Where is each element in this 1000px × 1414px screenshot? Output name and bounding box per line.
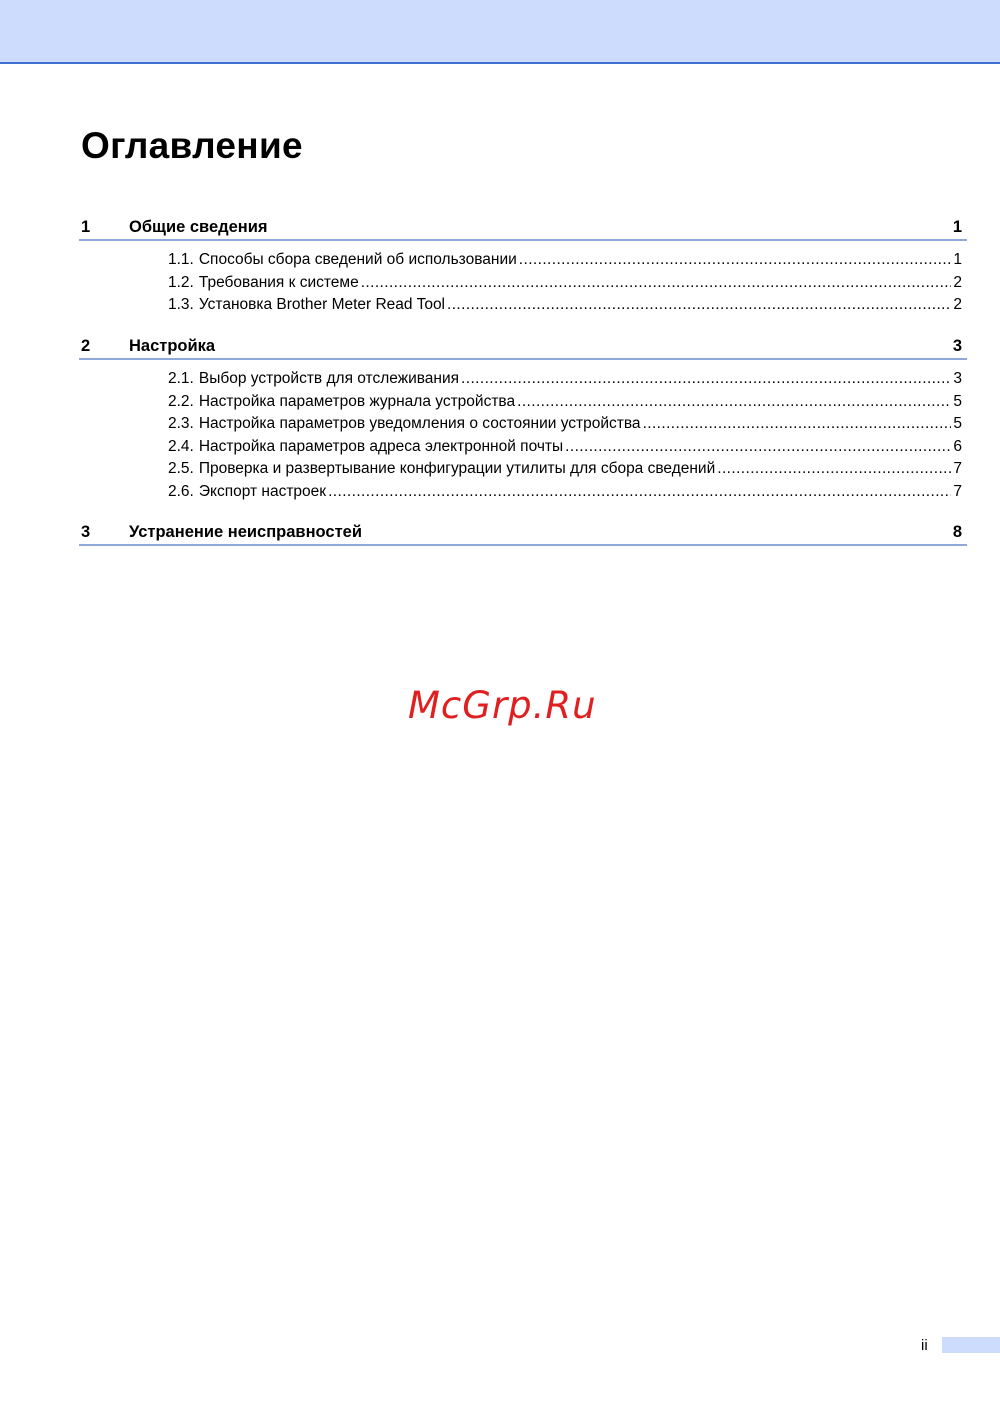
dot-leader (565, 436, 951, 459)
chapter-number: 2 (81, 337, 91, 355)
entry-number: 2.4. (168, 437, 194, 455)
entry-title[interactable]: Настройка параметров адреса электронной почты (198, 437, 564, 455)
dot-leader (328, 481, 951, 504)
footer-page-number: ii (921, 1337, 928, 1354)
chapter-title[interactable]: Настройка (129, 337, 216, 355)
entry-number: 2.1. (168, 370, 194, 387)
chapter-title[interactable]: Общие сведения (129, 218, 268, 236)
entry-page-number: 5 (953, 415, 962, 433)
chapter-heading[interactable] (79, 520, 967, 546)
entry-page-number: 3 (953, 370, 962, 387)
dot-leader (643, 413, 952, 436)
dot-leader (361, 272, 952, 295)
dot-leader (517, 391, 951, 414)
entry-page-number: 5 (953, 392, 962, 410)
footer-tab (942, 1337, 1000, 1353)
entry-title[interactable]: Выбор устройств для отслеживания (198, 370, 460, 387)
entry-title[interactable]: Требования к системе (198, 273, 359, 291)
watermark-text: McGrp.Ru (408, 684, 597, 727)
entry-number: 2.2. (168, 392, 194, 410)
toc-chapter-2 (79, 334, 967, 504)
dot-leader (519, 249, 952, 272)
entry-number: 2.6. (168, 482, 194, 500)
entry-page-number: 2 (953, 296, 962, 314)
entry-number: 1.3. (168, 296, 194, 314)
dot-leader (461, 368, 951, 391)
entry-title[interactable]: Экспорт настроек (198, 482, 327, 500)
toc-entry[interactable] (168, 249, 962, 272)
toc-entry[interactable] (168, 272, 962, 295)
chapter-number: 3 (81, 523, 91, 541)
entry-title[interactable]: Настройка параметров журнала устройства (198, 392, 516, 410)
entry-title[interactable]: Настройка параметров уведомления о состоянии устройства (198, 415, 641, 433)
entry-title[interactable]: Способы сбора сведений об использовании (198, 251, 517, 268)
chapter-page-number: 3 (952, 337, 962, 355)
entry-number: 2.5. (168, 460, 194, 478)
chapter-number: 1 (81, 218, 91, 236)
toc-entry[interactable] (168, 391, 962, 414)
chapter-heading[interactable] (79, 334, 967, 360)
entry-page-number: 6 (953, 437, 962, 455)
toc-entry[interactable] (168, 413, 962, 436)
toc-entry[interactable] (168, 368, 962, 391)
entry-title[interactable]: Установка Brother Meter Read Tool (198, 296, 446, 314)
toc-entry[interactable] (168, 458, 962, 481)
page-title: Оглавление (81, 125, 303, 166)
toc-chapter-3 (79, 520, 967, 546)
dot-leader (447, 294, 951, 317)
entry-number: 1.2. (168, 273, 194, 291)
entry-number: 2.3. (168, 415, 194, 433)
entry-page-number: 1 (953, 251, 962, 268)
entry-page-number: 2 (953, 273, 962, 291)
chapter-title[interactable]: Устранение неисправностей (129, 523, 362, 541)
chapter-page-number: 1 (952, 218, 962, 236)
header-band (0, 0, 1000, 64)
toc-entry[interactable] (168, 294, 962, 317)
toc-entry[interactable] (168, 481, 962, 504)
entry-title[interactable]: Проверка и развертывание конфигурации утилиты для сбора сведений (198, 460, 716, 478)
toc-chapter-1 (79, 215, 967, 317)
toc-entry[interactable] (168, 436, 962, 459)
chapter-heading[interactable] (79, 215, 967, 241)
entry-page-number: 7 (953, 460, 962, 478)
dot-leader (717, 458, 951, 481)
chapter-page-number: 8 (952, 523, 962, 541)
entry-page-number: 7 (953, 482, 962, 500)
entry-number: 1.1. (168, 251, 194, 268)
